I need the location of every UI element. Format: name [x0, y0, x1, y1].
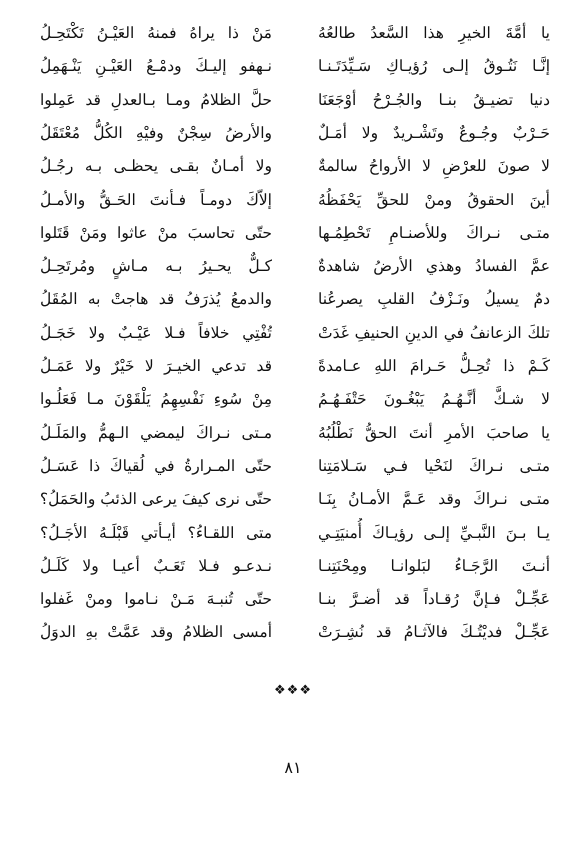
verse-first-hemistich: يـا بـنَ النَّبـيِّ إلـى رؤيـاكَ أُمنيَتِـي — [318, 523, 550, 542]
verse-first-hemistich: أينَ الحقوقُ ومنْ للحقِّ يَحْفَظُهُ — [318, 190, 550, 209]
verse-second-hemistich: مَنْ ذا يراهُ فمنهُ العَيْـنُ تَكْتَحِـلُ — [40, 24, 272, 42]
verse-first-hemistich: إنَّـا نَتُـوقُ إلـى رُؤيـاكِ سَـيِّدَتَـنـا — [318, 57, 550, 76]
verse-first-hemistich: عمَّ الفسادُ وهذي الأرضُ شاهدةٌ — [318, 257, 550, 276]
verse-first-hemistich: دنيا تضيـقُ بنـا والجُـرْحُ أوْجَعَنَا — [318, 90, 550, 109]
verse-second-hemistich: تُفْتِي خلافاً فـلا عَيْـبٌ ولا خَجَـلُ — [40, 323, 272, 342]
verse-second-hemistich: إلاّكَ دومـاً فـأنتَ الحَـقُّ والأمـلُ — [40, 190, 272, 209]
verse-second-hemistich: أمسى الظلامُ وقد عَمَّتْ بهِ الدوَلُ — [40, 623, 272, 642]
verse-second-hemistich: والأرضُ سِجْنٌ وفيْهِ الكُلُّ مُعْتَقَلُ — [40, 123, 272, 142]
verse-first-hemistich: تلكَ الزعانفُ في الدينِ الحنيفِ غَدَتْ — [318, 323, 550, 342]
poem — [40, 18, 550, 678]
verse-second-hemistich: والدمعُ يُذرَفُ قد هاجتْ به المُقَلُ — [40, 290, 272, 309]
verse-second-hemistich: متى اللقـاءُ؟ أيـأتي قَبْلَـهُ الأجَـلُ؟ — [40, 523, 272, 542]
verse-second-hemistich: ولا أمـانٌ بقـى يحظـى بـه رجُـلُ — [40, 157, 272, 176]
verse-first-hemistich: كَـمْ ذا تُحِـلُّ حَـرامَ اللهِ عـامدةً — [318, 357, 550, 375]
verse-second-hemistich: مـتى نـراكَ ليمضي الـهمُّ والمَلَـلُ — [40, 423, 272, 442]
verse-first-hemistich: عَجِّـلْ فديْتُـكَ فالآثـامُ قد نُشِـرَتْ — [318, 623, 550, 642]
verse-first-hemistich: أنـتَ الرَّجَـاءُ لبَلوانـا ومِحْنَتِنـا — [318, 556, 550, 575]
verse-second-hemistich: حتّى نرى كيفَ يرعى الذئبُ والحَمَلُ؟ — [40, 490, 272, 509]
verse-first-hemistich: يا أمَّةَ الخيرِ هذا السَّعدُ طالعُهُ — [318, 24, 550, 42]
verse-first-hemistich: حَـرْبٌ وجُـوعٌ وتَشْـريدٌ ولا أمَـلٌ — [318, 123, 550, 142]
verse-first-hemistich: لا شـكَّ أنَّـهُـمُ يَبْغُـونَ حَتْفَـهُـمُ — [318, 390, 550, 409]
verse-second-hemistich: نـهفو إليـكَ ودمْـعُ العَيْـنِ يَنْـهَمِلُ — [40, 57, 272, 76]
verse-second-hemistich: حتّى تُنبـهَ مَـنْ نـاموا ومنْ غَفلوا — [40, 590, 272, 609]
verse-first-hemistich: يا صاحبَ الأمرِ أنتَ الحقُّ نَطْلُبُهُ — [318, 423, 550, 442]
verse-first-hemistich: لا صونَ للعرْضِ لا الأرواحُ سالمةٌ — [318, 157, 550, 176]
verse-second-hemistich: قد تدعي الخيـرَ لا خَيْرٌ ولا عَمَـلُ — [40, 357, 272, 375]
verse-second-hemistich: حلَّ الظلامُ ومـا بـالعدلِ قد عَمِلوا — [40, 90, 272, 109]
section-separator-ornament: ❖❖❖ — [274, 683, 312, 698]
verse-first-hemistich: متـى نـراكَ وللأصنـامِ تَحْطِمُـها — [318, 223, 550, 242]
verse-first-hemistich: متـى نـراكَ وقد عَـمَّ الأمـانُ بِنَـا — [318, 490, 550, 509]
verse-second-hemistich: نـدعـو فـلا تَعَـبٌ أعيـا ولا كَلَـلُ — [40, 556, 272, 575]
page-number: ٨١ — [284, 758, 302, 777]
verse-second-hemistich: حتّى تحاسبَ منْ عاثوا ومَنْ قَتَلوا — [40, 223, 272, 242]
verse-first-hemistich: دمٌ يسيلُ ونَـزْفُ القلبِ يصرعُنا — [318, 290, 550, 309]
verse-second-hemistich: كـلٌّ يحـيرُ بـه مـاشٍ ومُرتَحِـلُ — [40, 257, 272, 276]
verse-second-hemistich: مِنْ سُوءِ نَفْسِهِمُ يَلْقَوْنَ مـا فَعَلُـوا — [40, 390, 272, 409]
verse-second-hemistich: حتّى المـرارةُ في لُقياكَ ذا عَسَـلُ — [40, 456, 272, 475]
verse-first-hemistich: متـى نـراكَ لنَحْيا فـي سَـلامَتِنا — [318, 456, 550, 475]
verse-first-hemistich: عَجِّـلْ فـإنَّ رُقـاداً قد أضـرَّ بنـا — [318, 590, 550, 609]
